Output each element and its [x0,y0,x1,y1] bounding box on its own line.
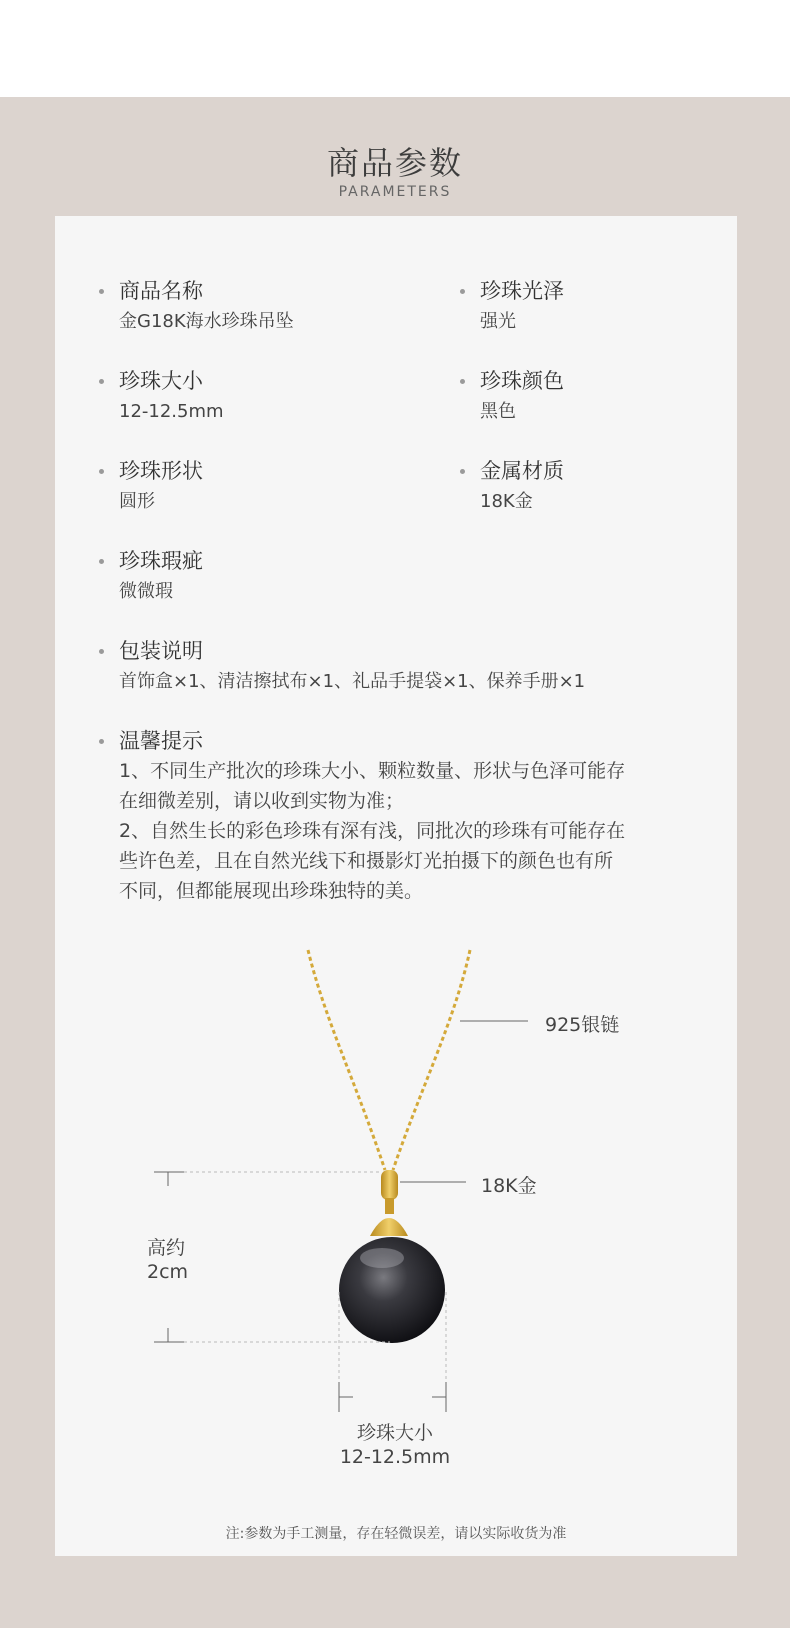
param-value: 金G18K海水珍珠吊坠 [119,311,294,332]
tips-line: 1、不同生产批次的珍珠大小、颗粒数量、形状与色泽可能存 [119,760,626,782]
param-label: 珍珠形状 [119,459,203,483]
pearl-size-label-line1: 珍珠大小 [356,1422,433,1444]
param-value: 18K金 [480,491,533,512]
tips-line: 在细微差别，请以收到实物为准； [119,790,405,812]
pearl-size-label-line2: 12-12.5mm [339,1446,451,1468]
param-value: 强光 [480,311,516,332]
section-title: 商品参数 [326,144,463,182]
tips-line: 不同，但都能展现出珍珠独特的美。 [119,880,424,902]
height-label-line1: 高约 [147,1237,186,1259]
tips-line: 2、自然生长的彩色珍珠有深有浅，同批次的珍珠有可能存在 [119,820,626,842]
param-value: 微微瑕 [119,581,173,602]
param-value: 圆形 [119,491,155,512]
section-subtitle: PARAMETERS [338,184,452,200]
height-label-line2: 2cm [147,1261,189,1283]
tips-line: 些许色差，且在自然光线下和摄影灯光拍摄下的颜色也有所 [119,850,614,872]
param-label: 珍珠瑕疵 [119,549,203,573]
gold-bail [370,1170,408,1236]
param-label: 金属材质 [480,459,564,483]
param-value: 首饰盒×1、清洁擦拭布×1、礼品手提袋×1、保养手册×1 [119,671,586,692]
param-label: 商品名称 [119,279,203,303]
param-label: 珍珠光泽 [480,279,564,303]
bail-label: 18K金 [481,1175,537,1197]
footer-note: 注:参数为手工测量，存在轻微误差，请以实际收货为准 [225,1526,567,1542]
chain-label: 925银链 [545,1014,620,1036]
param-label: 包装说明 [119,639,203,663]
param-value: 黑色 [480,401,516,422]
param-label: 珍珠颜色 [480,369,564,393]
param-value: 12-12.5mm [119,401,224,422]
param-label: 温馨提示 [119,729,203,753]
param-label: 珍珠大小 [119,369,203,393]
pearl-highlight [360,1248,404,1268]
chain [308,950,470,1170]
